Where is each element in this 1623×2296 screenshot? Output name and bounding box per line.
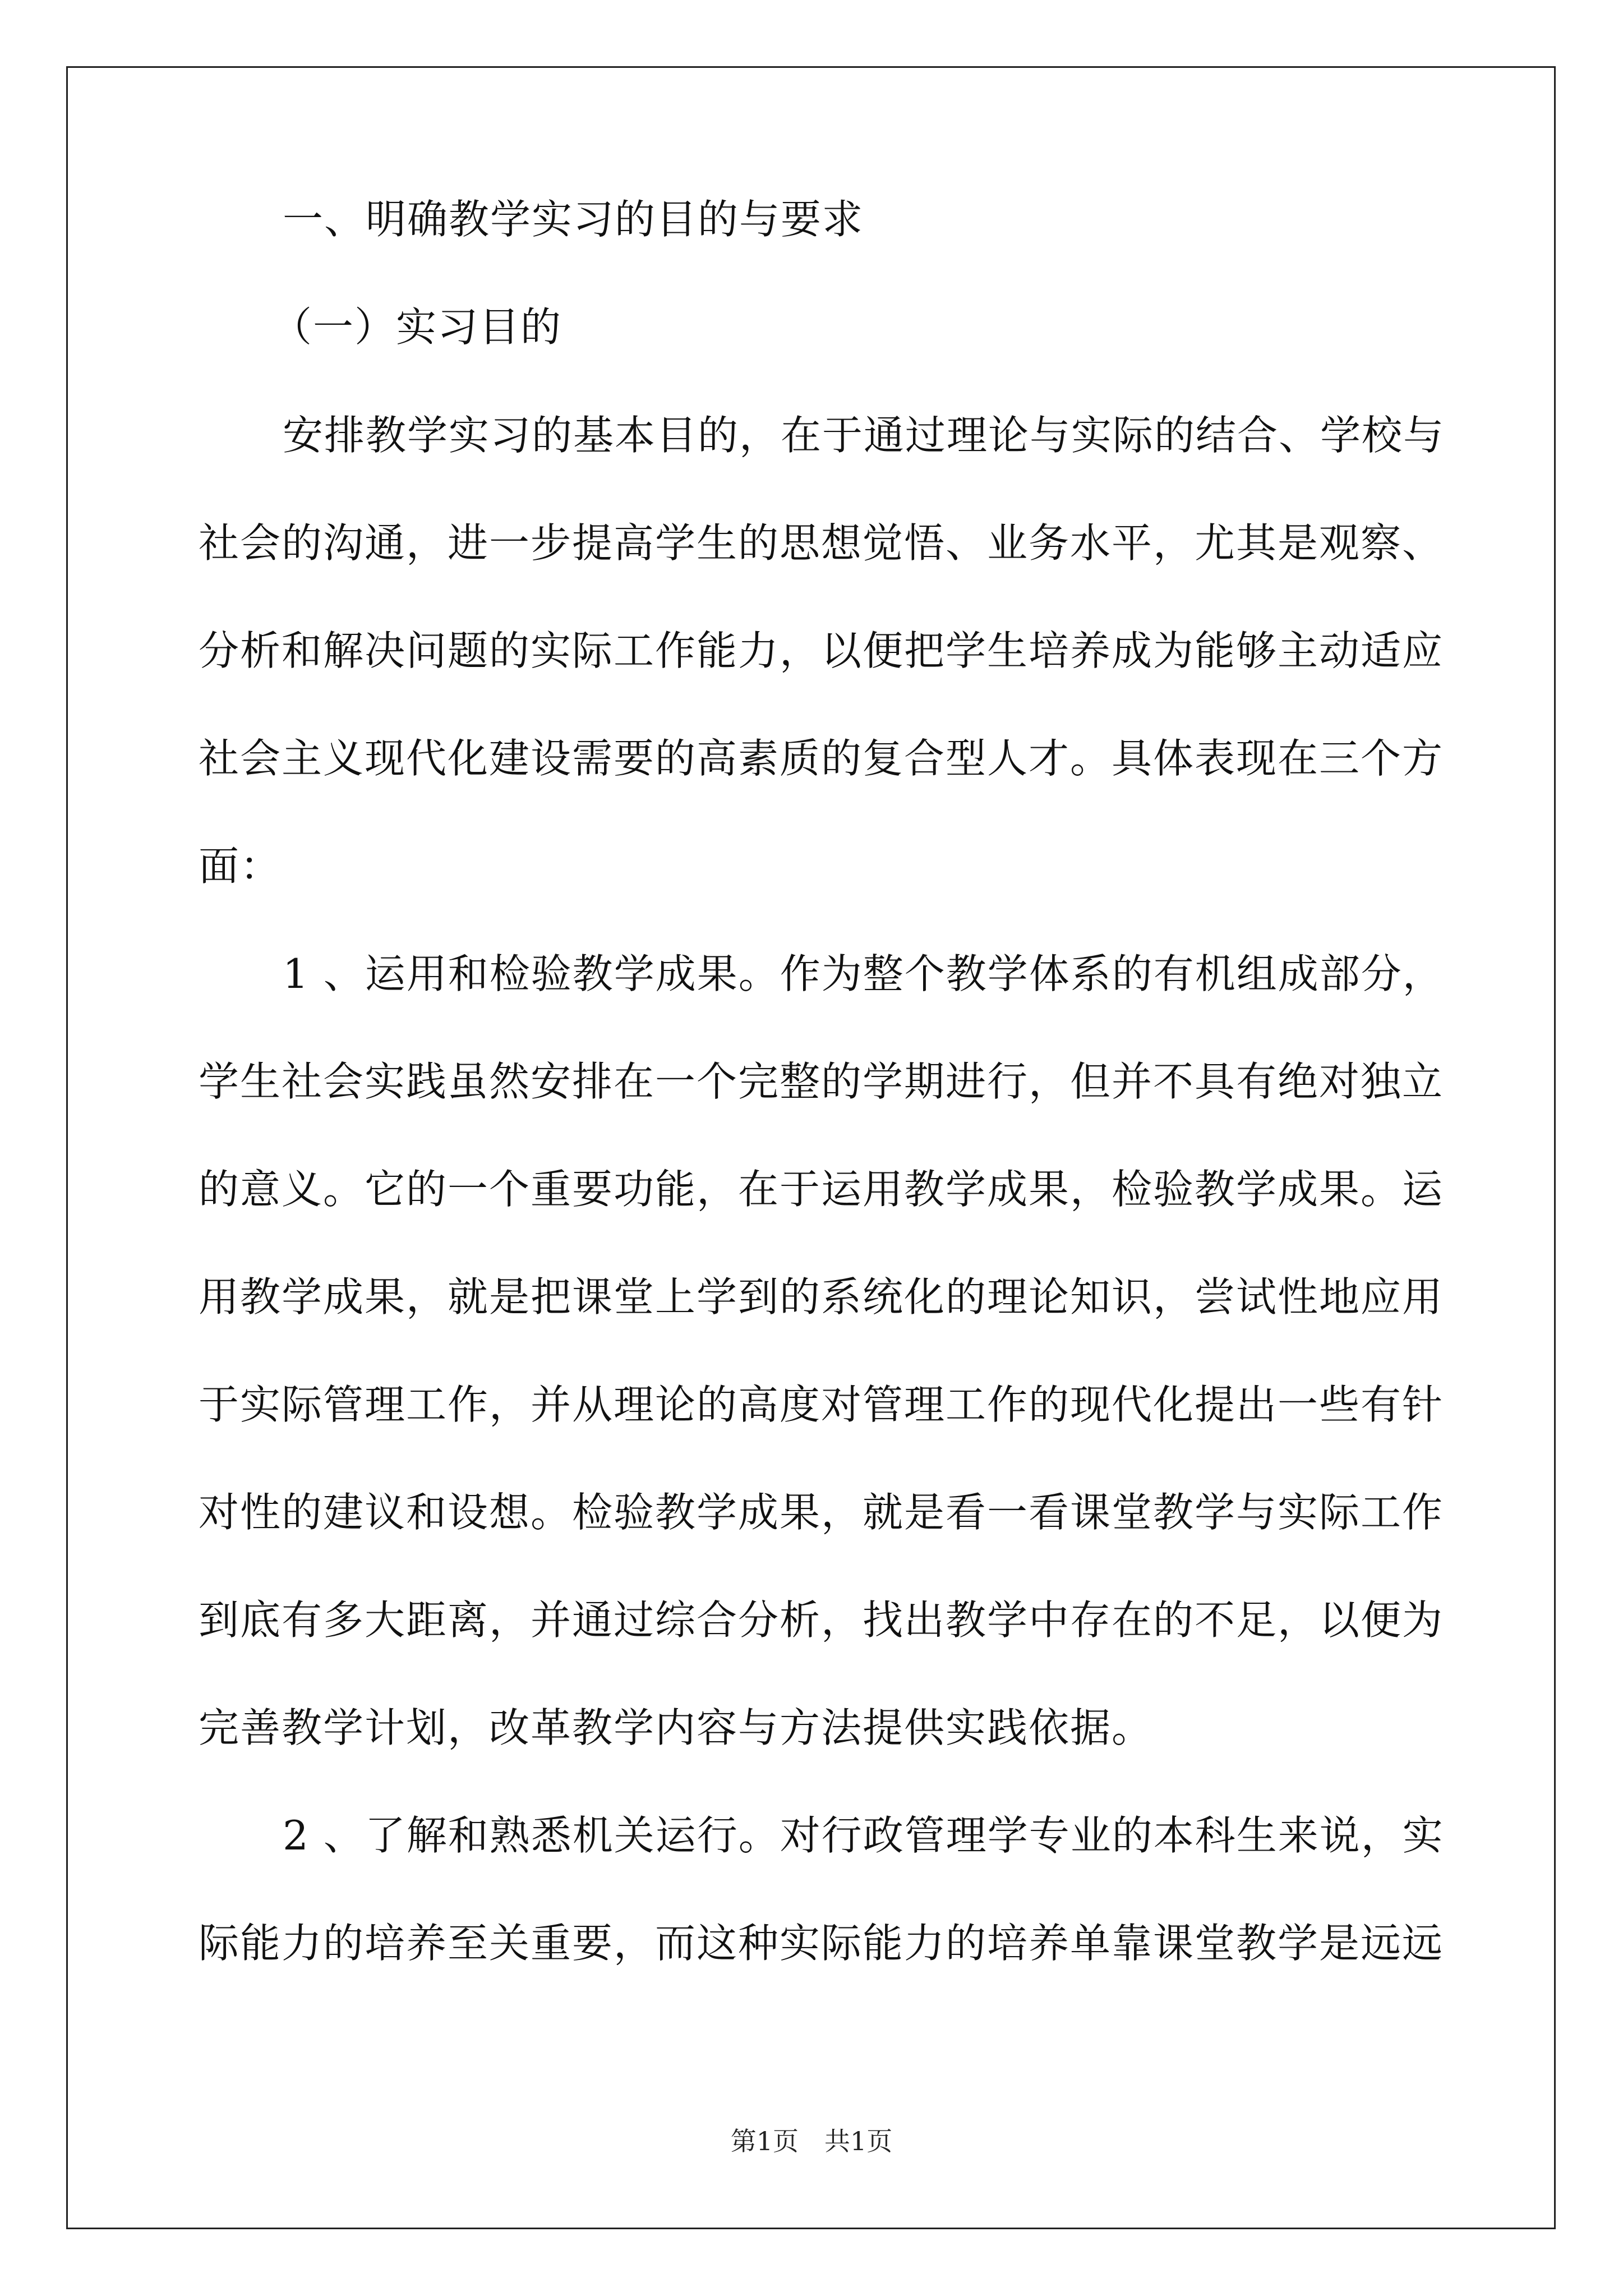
paragraph-line: 1 、运用和检验教学成果。作为整个教学体系的有机组成部分， [283,950,1444,997]
paragraph-line: 的意义。它的一个重要功能，在于运用教学成果，检验教学成果。运 [199,1166,1444,1213]
paragraph-line: 完善教学计划，改革教学内容与方法提供实践依据。 [199,1704,1154,1751]
paragraph-line: 面： [199,843,282,890]
paragraph-line: 于实际管理工作，并从理论的高度对管理工作的现代化提出一些有针 [199,1381,1444,1428]
page-border [66,66,1556,2229]
heading-2: （一）实习目的 [271,303,562,351]
paragraph-line: 社会的沟通，进一步提高学生的思想觉悟、业务水平，尤其是观察、 [199,519,1444,567]
paragraph-line: 分析和解决问题的实际工作能力，以便把学生培养成为能够主动适应 [199,627,1444,674]
paragraph-line: 用教学成果，就是把课堂上学到的系统化的理论知识，尝试性地应用 [199,1273,1444,1320]
paragraph-line: 社会主义现代化建设需要的高素质的复合型人才。具体表现在三个方 [199,735,1444,782]
heading-1: 一、明确教学实习的目的与要求 [283,196,864,243]
paragraph-line: 2 、了解和熟悉机关运行。对行政管理学专业的本科生来说，实 [283,1812,1444,1859]
paragraph-line: 到底有多大距离，并通过综合分析，找出教学中存在的不足，以便为 [199,1596,1444,1644]
paragraph-line: 对性的建议和设想。检验教学成果，就是看一看课堂教学与实际工作 [199,1489,1444,1536]
paragraph-line: 际能力的培养至关重要，而这种实际能力的培养单靠课堂教学是远远 [199,1920,1444,1967]
paragraph-line: 学生社会实践虽然安排在一个完整的学期进行，但并不具有绝对独立 [199,1058,1444,1105]
page-footer: 第1页 共1页 [730,2126,893,2156]
paragraph-line: 安排教学实习的基本目的，在于通过理论与实际的结合、学校与 [283,412,1445,459]
